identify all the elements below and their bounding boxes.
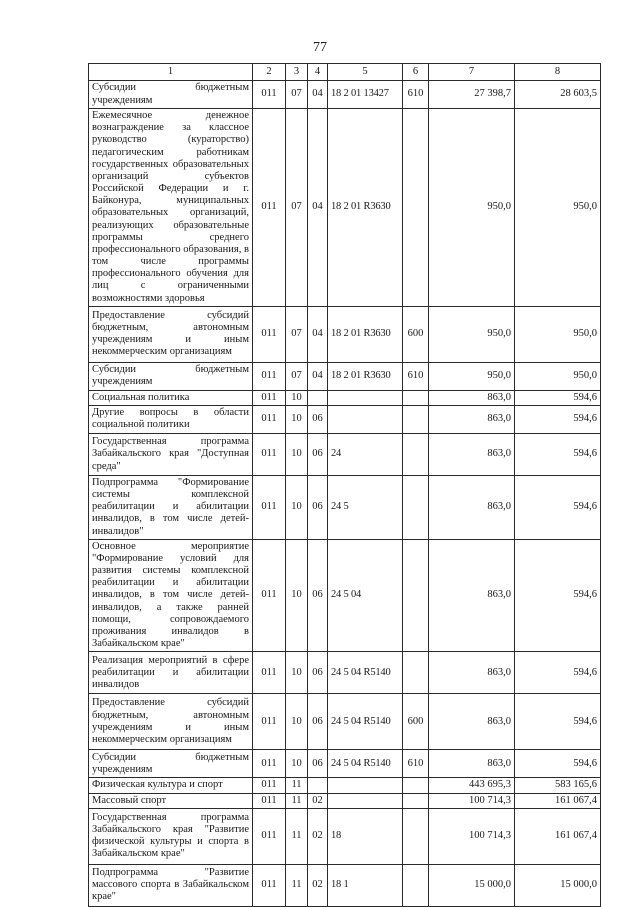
row-section: 10 <box>286 390 308 405</box>
row-amount-year-2: 950,0 <box>515 306 601 362</box>
row-amount-year-1: 863,0 <box>429 652 515 694</box>
row-amount-year-1: 950,0 <box>429 306 515 362</box>
row-expense-type: 610 <box>403 362 429 390</box>
row-amount-year-1: 863,0 <box>429 405 515 433</box>
row-section: 07 <box>286 81 308 109</box>
row-expense-type <box>403 808 429 864</box>
row-section: 11 <box>286 778 308 793</box>
table-row <box>89 694 601 750</box>
row-amount-year-2: 950,0 <box>515 362 601 390</box>
row-admin-code: 011 <box>253 405 286 433</box>
row-target-article: 18 2 01 R3630 <box>328 362 403 390</box>
row-amount-year-1: 863,0 <box>429 475 515 539</box>
row-target-article: 24 5 04 R5140 <box>328 652 403 694</box>
row-subsection: 04 <box>308 306 328 362</box>
row-expense-type <box>403 390 429 405</box>
row-amount-year-2: 594,6 <box>515 475 601 539</box>
row-amount-year-1: 863,0 <box>429 390 515 405</box>
row-target-article: 24 <box>328 433 403 475</box>
row-subsection: 02 <box>308 808 328 864</box>
row-section: 10 <box>286 652 308 694</box>
row-amount-year-2: 594,6 <box>515 390 601 405</box>
header-cell: 6 <box>403 64 429 81</box>
table-row <box>89 793 601 808</box>
row-expense-type <box>403 864 429 906</box>
row-amount-year-1: 100 714,3 <box>429 808 515 864</box>
row-name: Предоставление субсидий бюджетным, автономным учреждениям и иным некоммерческим организациям <box>89 306 253 362</box>
row-section: 07 <box>286 306 308 362</box>
row-admin-code: 011 <box>253 306 286 362</box>
row-subsection: 06 <box>308 475 328 539</box>
row-subsection: 06 <box>308 405 328 433</box>
row-section: 10 <box>286 433 308 475</box>
row-subsection: 02 <box>308 864 328 906</box>
table-row <box>89 405 601 433</box>
row-admin-code: 011 <box>253 808 286 864</box>
row-name: Подпрограмма "Формирование системы комплексной реабилитации и абилитации инвалидов, в том числе детей-инвалидов" <box>89 475 253 539</box>
table-row <box>89 362 601 390</box>
row-amount-year-2: 594,6 <box>515 539 601 652</box>
row-name: Предоставление субсидий бюджетным, автономным учреждениям и иным некоммерческим организациям <box>89 694 253 750</box>
row-name: Субсидии бюджетным учреждениям <box>89 81 253 109</box>
row-target-article: 18 2 01 R3630 <box>328 109 403 307</box>
row-admin-code: 011 <box>253 390 286 405</box>
row-subsection: 06 <box>308 433 328 475</box>
row-subsection: 06 <box>308 750 328 778</box>
page-number: 77 <box>313 40 327 55</box>
row-amount-year-2: 594,6 <box>515 405 601 433</box>
header-cell: 8 <box>515 64 601 81</box>
row-amount-year-2: 594,6 <box>515 694 601 750</box>
header-cell: 3 <box>286 64 308 81</box>
row-name: Подпрограмма "Развитие массового спорта в Забайкальском крае" <box>89 864 253 906</box>
row-amount-year-2: 15 000,0 <box>515 864 601 906</box>
row-expense-type <box>403 433 429 475</box>
row-amount-year-2: 583 165,6 <box>515 778 601 793</box>
row-target-article: 24 5 04 R5140 <box>328 694 403 750</box>
row-target-article <box>328 778 403 793</box>
row-expense-type <box>403 475 429 539</box>
row-name: Массовый спорт <box>89 793 253 808</box>
row-admin-code: 011 <box>253 539 286 652</box>
row-admin-code: 011 <box>253 362 286 390</box>
row-subsection: 06 <box>308 652 328 694</box>
row-amount-year-1: 863,0 <box>429 750 515 778</box>
header-cell: 5 <box>328 64 403 81</box>
row-expense-type: 610 <box>403 81 429 109</box>
row-amount-year-1: 15 000,0 <box>429 864 515 906</box>
row-name: Основное мероприятие "Формирование условий для развития системы комплексной реабилитации и абилитации инвалидов, в том числе детей-инвалидов, а также ранней помощи, сопровождаемого проживания инвалидов в Забайкальском крае" <box>89 539 253 652</box>
row-expense-type <box>403 793 429 808</box>
table-row <box>89 109 601 307</box>
row-subsection <box>308 778 328 793</box>
row-section: 10 <box>286 475 308 539</box>
row-subsection: 06 <box>308 694 328 750</box>
row-amount-year-1: 863,0 <box>429 433 515 475</box>
row-admin-code: 011 <box>253 475 286 539</box>
row-target-article: 18 <box>328 808 403 864</box>
row-target-article <box>328 405 403 433</box>
row-admin-code: 011 <box>253 433 286 475</box>
row-name: Ежемесячное денежное вознаграждение за классное руководство (кураторство) педагогическим работникам государственных образовательных организаций субъектов Российской Федерации и г. Байконура, муниципальных образовательных организаций, реализующих образовательные программы среднего профессионального образования, в том числе программы профессионального обучения для лиц с ограниченными возможностями здоровья <box>89 109 253 307</box>
row-amount-year-1: 443 695,3 <box>429 778 515 793</box>
row-name: Реализация мероприятий в сфере реабилитации и абилитации инвалидов <box>89 652 253 694</box>
header-cell: 2 <box>253 64 286 81</box>
row-target-article <box>328 390 403 405</box>
row-subsection: 06 <box>308 539 328 652</box>
row-section: 11 <box>286 793 308 808</box>
row-expense-type <box>403 405 429 433</box>
table-row <box>89 433 601 475</box>
row-admin-code: 011 <box>253 694 286 750</box>
row-subsection: 02 <box>308 793 328 808</box>
row-expense-type <box>403 539 429 652</box>
row-expense-type: 610 <box>403 750 429 778</box>
row-section: 07 <box>286 109 308 307</box>
row-expense-type: 600 <box>403 694 429 750</box>
table-row <box>89 390 601 405</box>
table-row <box>89 750 601 778</box>
row-name: Другие вопросы в области социальной политики <box>89 405 253 433</box>
row-amount-year-2: 161 067,4 <box>515 793 601 808</box>
row-expense-type <box>403 652 429 694</box>
row-name: Физическая культура и спорт <box>89 778 253 793</box>
row-section: 11 <box>286 864 308 906</box>
row-amount-year-2: 594,6 <box>515 652 601 694</box>
row-amount-year-2: 161 067,4 <box>515 808 601 864</box>
row-amount-year-1: 950,0 <box>429 109 515 307</box>
row-target-article: 18 2 01 13427 <box>328 81 403 109</box>
row-section: 11 <box>286 808 308 864</box>
table-row <box>89 808 601 864</box>
row-admin-code: 011 <box>253 793 286 808</box>
row-amount-year-1: 100 714,3 <box>429 793 515 808</box>
row-amount-year-1: 863,0 <box>429 539 515 652</box>
row-amount-year-2: 594,6 <box>515 750 601 778</box>
row-name: Государственная программа Забайкальского края "Доступная среда" <box>89 433 253 475</box>
header-row <box>89 64 601 81</box>
row-subsection: 04 <box>308 362 328 390</box>
table-row <box>89 539 601 652</box>
row-expense-type <box>403 109 429 307</box>
budget-table <box>88 63 601 907</box>
row-amount-year-2: 594,6 <box>515 433 601 475</box>
row-subsection: 04 <box>308 81 328 109</box>
row-section: 10 <box>286 694 308 750</box>
row-admin-code: 011 <box>253 750 286 778</box>
header-cell: 1 <box>89 64 253 81</box>
row-subsection <box>308 390 328 405</box>
row-amount-year-1: 950,0 <box>429 362 515 390</box>
row-amount-year-1: 863,0 <box>429 694 515 750</box>
row-section: 07 <box>286 362 308 390</box>
row-section: 10 <box>286 539 308 652</box>
table-row <box>89 81 601 109</box>
row-admin-code: 011 <box>253 109 286 307</box>
row-target-article <box>328 793 403 808</box>
row-expense-type: 600 <box>403 306 429 362</box>
row-name: Социальная политика <box>89 390 253 405</box>
table-row <box>89 652 601 694</box>
row-target-article: 24 5 04 R5140 <box>328 750 403 778</box>
row-expense-type <box>403 778 429 793</box>
row-amount-year-2: 950,0 <box>515 109 601 307</box>
row-target-article: 24 5 04 <box>328 539 403 652</box>
row-amount-year-1: 27 398,7 <box>429 81 515 109</box>
header-cell: 4 <box>308 64 328 81</box>
row-name: Субсидии бюджетным учреждениям <box>89 750 253 778</box>
header-cell: 7 <box>429 64 515 81</box>
row-admin-code: 011 <box>253 864 286 906</box>
table-row <box>89 306 601 362</box>
row-admin-code: 011 <box>253 81 286 109</box>
row-admin-code: 011 <box>253 778 286 793</box>
row-name: Государственная программа Забайкальского края "Развитие физической культуры и спорта в Забайкальском крае" <box>89 808 253 864</box>
table-row <box>89 864 601 906</box>
row-subsection: 04 <box>308 109 328 307</box>
table-row <box>89 475 601 539</box>
row-amount-year-2: 28 603,5 <box>515 81 601 109</box>
row-target-article: 24 5 <box>328 475 403 539</box>
row-admin-code: 011 <box>253 652 286 694</box>
table-row <box>89 778 601 793</box>
row-target-article: 18 1 <box>328 864 403 906</box>
row-section: 10 <box>286 750 308 778</box>
row-section: 10 <box>286 405 308 433</box>
row-name: Субсидии бюджетным учреждениям <box>89 362 253 390</box>
row-target-article: 18 2 01 R3630 <box>328 306 403 362</box>
